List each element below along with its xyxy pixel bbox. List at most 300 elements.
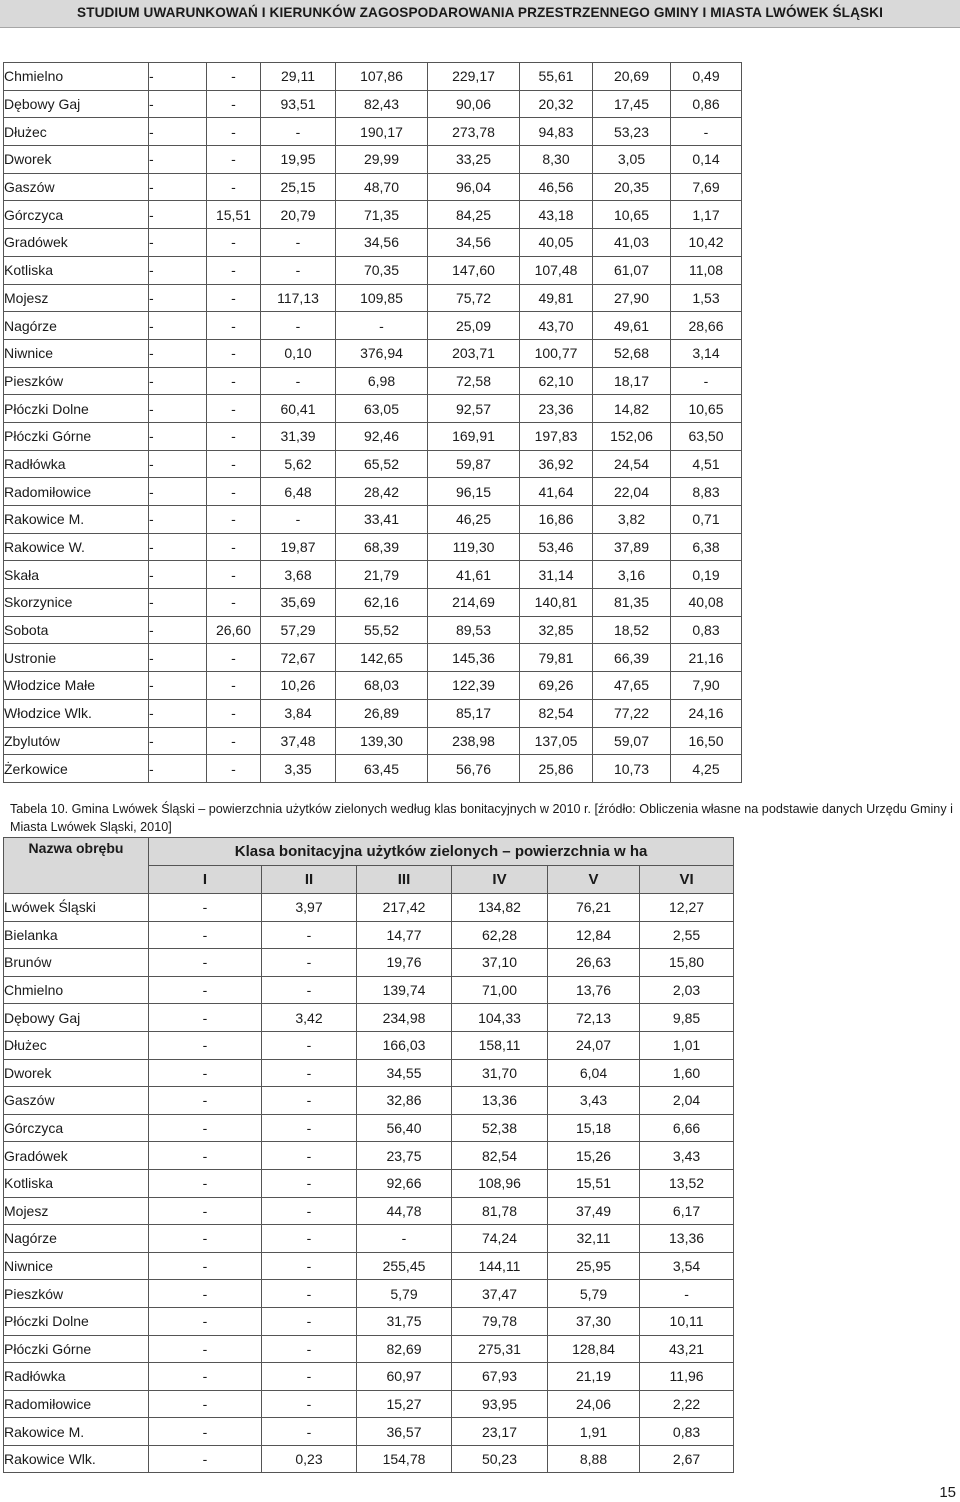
table-row — [4, 395, 742, 423]
table-cell: - — [207, 63, 261, 91]
table-cell: 12,27 — [640, 894, 734, 922]
table-cell: - — [640, 1280, 734, 1308]
table-row — [4, 284, 742, 312]
table-cell: 16,50 — [671, 727, 742, 755]
table-cell: 238,98 — [428, 727, 520, 755]
table-cell: - — [149, 561, 207, 589]
table-cell: - — [336, 312, 428, 340]
table-cell: 37,89 — [593, 533, 671, 561]
row-label-cell: Niwnice — [4, 1252, 149, 1280]
table-cell: 137,05 — [520, 727, 593, 755]
table-cell: 44,78 — [357, 1197, 452, 1225]
table-cell: 68,03 — [336, 672, 428, 700]
table-cell: 20,35 — [593, 173, 671, 201]
row-label-cell: Górczyca — [4, 1114, 149, 1142]
table-cell: - — [149, 533, 207, 561]
table-cell: 13,52 — [640, 1169, 734, 1197]
table-cell: 43,18 — [520, 201, 593, 229]
table-cell: 18,17 — [593, 367, 671, 395]
row-label-cell: Pieszków — [4, 1280, 149, 1308]
table-cell: 81,35 — [593, 589, 671, 617]
table-cell: 122,39 — [428, 672, 520, 700]
table-row — [4, 1004, 734, 1032]
table-cell: - — [262, 949, 357, 977]
table-cell: - — [261, 256, 336, 284]
table-cell: 19,87 — [261, 533, 336, 561]
table-cell: - — [149, 1252, 262, 1280]
table-cell: 23,17 — [452, 1418, 548, 1446]
table-cell: 2,03 — [640, 976, 734, 1004]
table-row — [4, 616, 742, 644]
table-cell: - — [207, 755, 261, 783]
table-cell: - — [149, 1087, 262, 1115]
table-row — [4, 1363, 734, 1391]
table-cell: 10,11 — [640, 1307, 734, 1335]
row-label-cell: Dębowy Gaj — [4, 1004, 149, 1032]
table-cell: 47,65 — [593, 672, 671, 700]
table-cell: 119,30 — [428, 533, 520, 561]
table-cell: - — [261, 229, 336, 257]
table-cell: 31,75 — [357, 1307, 452, 1335]
table-cell: - — [149, 422, 207, 450]
row-label-cell: Nagórze — [4, 1225, 149, 1253]
table-cell: 92,66 — [357, 1169, 452, 1197]
table-cell: 55,52 — [336, 616, 428, 644]
table-cell: 1,91 — [548, 1418, 640, 1446]
table-cell: - — [671, 367, 742, 395]
table-cell: 20,32 — [520, 90, 593, 118]
table-cell: - — [262, 1059, 357, 1087]
table-cell: - — [149, 699, 207, 727]
table-cell: 13,76 — [548, 976, 640, 1004]
table-cell: - — [207, 395, 261, 423]
table-cell: 229,17 — [428, 63, 520, 91]
table-cell: 25,86 — [520, 755, 593, 783]
table-cell: - — [207, 90, 261, 118]
row-label-cell: Płóczki Dolne — [4, 395, 149, 423]
table-cell: 72,67 — [261, 644, 336, 672]
table-cell: 3,97 — [262, 894, 357, 922]
table-cell: - — [149, 1225, 262, 1253]
table-cell: 152,06 — [593, 422, 671, 450]
table-cell: - — [262, 1169, 357, 1197]
table-cell: 145,36 — [428, 644, 520, 672]
table-row — [4, 63, 742, 91]
grassland-classes-table — [3, 837, 734, 1473]
table-cell: 96,04 — [428, 173, 520, 201]
table-row — [4, 90, 742, 118]
table-row — [4, 921, 734, 949]
table-row — [4, 506, 742, 534]
table-cell: 154,78 — [357, 1445, 452, 1473]
table-cell: 46,25 — [428, 506, 520, 534]
table-cell: 50,23 — [452, 1445, 548, 1473]
table-cell: 35,69 — [261, 589, 336, 617]
row-label-cell: Chmielno — [4, 976, 149, 1004]
table-cell: - — [149, 1280, 262, 1308]
table-cell: 67,93 — [452, 1363, 548, 1391]
table-cell: 107,86 — [336, 63, 428, 91]
table-cell: 90,06 — [428, 90, 520, 118]
table-cell: 0,83 — [640, 1418, 734, 1446]
table-cell: - — [261, 312, 336, 340]
table-cell: 82,54 — [520, 699, 593, 727]
table-cell: 6,38 — [671, 533, 742, 561]
class-header-cell: VI — [640, 866, 734, 894]
table-cell: - — [149, 506, 207, 534]
table-cell: - — [262, 976, 357, 1004]
table-cell: 43,21 — [640, 1335, 734, 1363]
table-cell: 214,69 — [428, 589, 520, 617]
table-cell: 22,04 — [593, 478, 671, 506]
table-cell: 9,85 — [640, 1004, 734, 1032]
green-areas-table-continued — [3, 62, 742, 783]
table-cell: 4,25 — [671, 755, 742, 783]
table-row — [4, 229, 742, 257]
table-cell: 3,82 — [593, 506, 671, 534]
table-cell: 18,52 — [593, 616, 671, 644]
table-cell: - — [149, 173, 207, 201]
table-cell: - — [207, 672, 261, 700]
row-label-cell: Gaszów — [4, 173, 149, 201]
table-row — [4, 533, 742, 561]
table-cell: - — [262, 921, 357, 949]
table-cell: - — [207, 478, 261, 506]
row-label-cell: Skała — [4, 561, 149, 589]
table-cell: 0,19 — [671, 561, 742, 589]
table-cell: 32,86 — [357, 1087, 452, 1115]
table-row — [4, 672, 742, 700]
table-cell: 19,95 — [261, 146, 336, 174]
table-cell: 63,05 — [336, 395, 428, 423]
table-cell: 147,60 — [428, 256, 520, 284]
table-cell: 34,56 — [428, 229, 520, 257]
table-cell: - — [149, 1335, 262, 1363]
table-row — [4, 339, 742, 367]
table-row — [4, 589, 742, 617]
table-cell: - — [671, 118, 742, 146]
table-cell: 96,15 — [428, 478, 520, 506]
table-row — [4, 201, 742, 229]
table-cell: 48,70 — [336, 173, 428, 201]
table-cell: 82,54 — [452, 1142, 548, 1170]
table-cell: 43,70 — [520, 312, 593, 340]
table-cell: 15,51 — [548, 1169, 640, 1197]
header-cell-class-group: Klasa bonitacyjna użytków zielonych – powierzchnia w ha — [149, 838, 734, 866]
table-cell: 66,39 — [593, 644, 671, 672]
table-cell: 1,60 — [640, 1059, 734, 1087]
table-row — [4, 146, 742, 174]
row-label-cell: Dłużec — [4, 118, 149, 146]
row-label-cell: Niwnice — [4, 339, 149, 367]
row-label-cell: Żerkowice — [4, 755, 149, 783]
table-cell: - — [149, 1031, 262, 1059]
row-label-cell: Płóczki Dolne — [4, 1307, 149, 1335]
table-cell: 81,78 — [452, 1197, 548, 1225]
table-cell: 60,97 — [357, 1363, 452, 1391]
table-cell: 0,23 — [262, 1445, 357, 1473]
table-cell: 33,25 — [428, 146, 520, 174]
table-cell: 77,22 — [593, 699, 671, 727]
table-cell: 10,65 — [671, 395, 742, 423]
table-cell: 79,81 — [520, 644, 593, 672]
table-cell: 107,48 — [520, 256, 593, 284]
table-cell: 6,66 — [640, 1114, 734, 1142]
row-label-cell: Dworek — [4, 146, 149, 174]
table-cell: 93,51 — [261, 90, 336, 118]
table-cell: 37,30 — [548, 1307, 640, 1335]
table-cell: - — [262, 1031, 357, 1059]
table-cell: - — [207, 422, 261, 450]
table-cell: 203,71 — [428, 339, 520, 367]
table-cell: 3,84 — [261, 699, 336, 727]
table-cell: 108,96 — [452, 1169, 548, 1197]
table-row — [4, 450, 742, 478]
table-cell: 14,77 — [357, 921, 452, 949]
table-cell: 63,50 — [671, 422, 742, 450]
table-cell: - — [207, 367, 261, 395]
table-cell: 34,55 — [357, 1059, 452, 1087]
table-cell: - — [207, 229, 261, 257]
table-cell: 11,08 — [671, 256, 742, 284]
table-row — [4, 1142, 734, 1170]
table-cell: 2,04 — [640, 1087, 734, 1115]
row-label-cell: Włodzice Małe — [4, 672, 149, 700]
row-label-cell: Mojesz — [4, 1197, 149, 1225]
table-row — [4, 1390, 734, 1418]
table-cell: 84,25 — [428, 201, 520, 229]
table-cell: - — [149, 1307, 262, 1335]
table-cell: 10,26 — [261, 672, 336, 700]
row-label-cell: Dębowy Gaj — [4, 90, 149, 118]
table-cell: - — [261, 367, 336, 395]
table-cell: 82,69 — [357, 1335, 452, 1363]
table-cell: 134,82 — [452, 894, 548, 922]
table-cell: - — [149, 63, 207, 91]
row-label-cell: Gaszów — [4, 1087, 149, 1115]
table-cell: 100,77 — [520, 339, 593, 367]
table-caption: Tabela 10. Gmina Lwówek Śląski – powierzchnia użytków zielonych według klas bonitacyjnych w 2010 r. [źródło: Obliczenia własne na podstawie danych Urzędu Gminy i Miasta Lwówek Sląski, 2010] — [10, 802, 953, 834]
table-cell: 10,65 — [593, 201, 671, 229]
table-row — [4, 1280, 734, 1308]
table-row — [4, 1252, 734, 1280]
row-label-cell: Rakowice W. — [4, 533, 149, 561]
table-cell: - — [207, 312, 261, 340]
table-cell: 21,79 — [336, 561, 428, 589]
table-cell: 74,24 — [452, 1225, 548, 1253]
row-label-cell: Chmielno — [4, 63, 149, 91]
table-cell: - — [149, 118, 207, 146]
row-label-cell: Włodzice Wlk. — [4, 699, 149, 727]
table-cell: 5,79 — [357, 1280, 452, 1308]
table-cell: 144,11 — [452, 1252, 548, 1280]
table-cell: 0,83 — [671, 616, 742, 644]
table-cell: 19,76 — [357, 949, 452, 977]
table-cell: 41,64 — [520, 478, 593, 506]
row-label-cell: Rakowice Wlk. — [4, 1445, 149, 1473]
table-cell: - — [149, 339, 207, 367]
row-label-cell: Gradówek — [4, 1142, 149, 1170]
table-cell: 117,13 — [261, 284, 336, 312]
table-cell: 75,72 — [428, 284, 520, 312]
table-cell: - — [149, 616, 207, 644]
table-cell: 190,17 — [336, 118, 428, 146]
table-cell: 32,11 — [548, 1225, 640, 1253]
table-cell: 7,90 — [671, 672, 742, 700]
table-cell: 49,81 — [520, 284, 593, 312]
table-cell: - — [262, 1114, 357, 1142]
row-label-cell: Zbylutów — [4, 727, 149, 755]
table-cell: 56,76 — [428, 755, 520, 783]
table-cell: 139,30 — [336, 727, 428, 755]
table-row — [4, 1225, 734, 1253]
table-row — [4, 755, 742, 783]
table-cell: - — [262, 1087, 357, 1115]
table-cell: 89,53 — [428, 616, 520, 644]
table-row — [4, 422, 742, 450]
table-row — [4, 894, 734, 922]
table-cell: - — [262, 1225, 357, 1253]
table-cell: - — [207, 727, 261, 755]
table-cell: 6,04 — [548, 1059, 640, 1087]
table-cell: 2,67 — [640, 1445, 734, 1473]
class-header-cell: IV — [452, 866, 548, 894]
table-cell: 3,43 — [548, 1087, 640, 1115]
row-label-cell: Rakowice M. — [4, 506, 149, 534]
table-cell: - — [149, 672, 207, 700]
table-cell: 60,41 — [261, 395, 336, 423]
table-cell: 72,13 — [548, 1004, 640, 1032]
table-row — [4, 561, 742, 589]
table-cell: 41,61 — [428, 561, 520, 589]
table-cell: - — [149, 256, 207, 284]
table-cell: 62,10 — [520, 367, 593, 395]
table-cell: - — [149, 1004, 262, 1032]
table-cell: 3,05 — [593, 146, 671, 174]
table-cell: - — [207, 699, 261, 727]
table-cell: 15,51 — [207, 201, 261, 229]
table-cell: - — [149, 229, 207, 257]
table-cell: - — [149, 450, 207, 478]
table-cell: 31,39 — [261, 422, 336, 450]
table-cell: - — [149, 284, 207, 312]
table-cell: - — [149, 1390, 262, 1418]
table-cell: 21,16 — [671, 644, 742, 672]
table-cell: 13,36 — [452, 1087, 548, 1115]
table-cell: 40,08 — [671, 589, 742, 617]
table-cell: 169,91 — [428, 422, 520, 450]
table-cell: 3,54 — [640, 1252, 734, 1280]
table-cell: - — [207, 284, 261, 312]
table-cell: - — [149, 1142, 262, 1170]
table-row — [4, 727, 742, 755]
table-cell: 15,27 — [357, 1390, 452, 1418]
table-cell: 46,56 — [520, 173, 593, 201]
page-number: 15 — [939, 1484, 956, 1501]
table-cell: 79,78 — [452, 1307, 548, 1335]
table-cell: - — [207, 561, 261, 589]
table-cell: 93,95 — [452, 1390, 548, 1418]
row-label-cell: Płóczki Górne — [4, 1335, 149, 1363]
table-cell: 24,06 — [548, 1390, 640, 1418]
table-cell: 0,14 — [671, 146, 742, 174]
table-row — [4, 644, 742, 672]
table-cell: 37,49 — [548, 1197, 640, 1225]
table-cell: 52,68 — [593, 339, 671, 367]
table-cell: 92,57 — [428, 395, 520, 423]
table-cell: 20,79 — [261, 201, 336, 229]
table-cell: 53,46 — [520, 533, 593, 561]
table-row — [4, 256, 742, 284]
table-cell: 4,51 — [671, 450, 742, 478]
table-cell: 5,62 — [261, 450, 336, 478]
row-label-cell: Sobota — [4, 616, 149, 644]
row-label-cell: Rakowice M. — [4, 1418, 149, 1446]
table-cell: 28,66 — [671, 312, 742, 340]
table-cell: 62,16 — [336, 589, 428, 617]
table-cell: 26,60 — [207, 616, 261, 644]
table-cell: 5,79 — [548, 1280, 640, 1308]
table-cell: 109,85 — [336, 284, 428, 312]
table-cell: 24,54 — [593, 450, 671, 478]
table-cell: 217,42 — [357, 894, 452, 922]
row-label-cell: Gradówek — [4, 229, 149, 257]
table-cell: - — [207, 118, 261, 146]
table-cell: 36,57 — [357, 1418, 452, 1446]
table-cell: 26,63 — [548, 949, 640, 977]
row-label-cell: Radłówka — [4, 450, 149, 478]
class-header-cell: II — [262, 866, 357, 894]
table-row — [4, 1169, 734, 1197]
row-label-cell: Nagórze — [4, 312, 149, 340]
class-header-cell: I — [149, 866, 262, 894]
table-cell: - — [207, 450, 261, 478]
table-cell: - — [207, 644, 261, 672]
table-cell: 10,73 — [593, 755, 671, 783]
table-cell: 65,52 — [336, 450, 428, 478]
table-cell: - — [262, 1197, 357, 1225]
table-cell: 31,14 — [520, 561, 593, 589]
table-cell: 13,36 — [640, 1225, 734, 1253]
table-cell: 1,17 — [671, 201, 742, 229]
table-cell: - — [149, 755, 207, 783]
table-cell: - — [149, 395, 207, 423]
row-label-cell: Brunów — [4, 949, 149, 977]
table-cell: 234,98 — [357, 1004, 452, 1032]
table-cell: 8,30 — [520, 146, 593, 174]
table-cell: 104,33 — [452, 1004, 548, 1032]
table-row — [4, 699, 742, 727]
table-cell: 53,23 — [593, 118, 671, 146]
table-cell: 275,31 — [452, 1335, 548, 1363]
table-cell: 41,03 — [593, 229, 671, 257]
table-cell: 20,69 — [593, 63, 671, 91]
table-cell: - — [149, 976, 262, 1004]
table-cell: 57,29 — [261, 616, 336, 644]
table-cell: 25,95 — [548, 1252, 640, 1280]
table-cell: 25,15 — [261, 173, 336, 201]
table-cell: 23,75 — [357, 1142, 452, 1170]
table-cell: - — [149, 1445, 262, 1473]
table-cell: 140,81 — [520, 589, 593, 617]
table-cell: 70,35 — [336, 256, 428, 284]
table-cell: - — [149, 1114, 262, 1142]
table-cell: 71,35 — [336, 201, 428, 229]
row-label-cell: Dłużec — [4, 1031, 149, 1059]
row-label-cell: Pieszków — [4, 367, 149, 395]
table-cell: - — [262, 1307, 357, 1335]
table-cell: - — [149, 1418, 262, 1446]
